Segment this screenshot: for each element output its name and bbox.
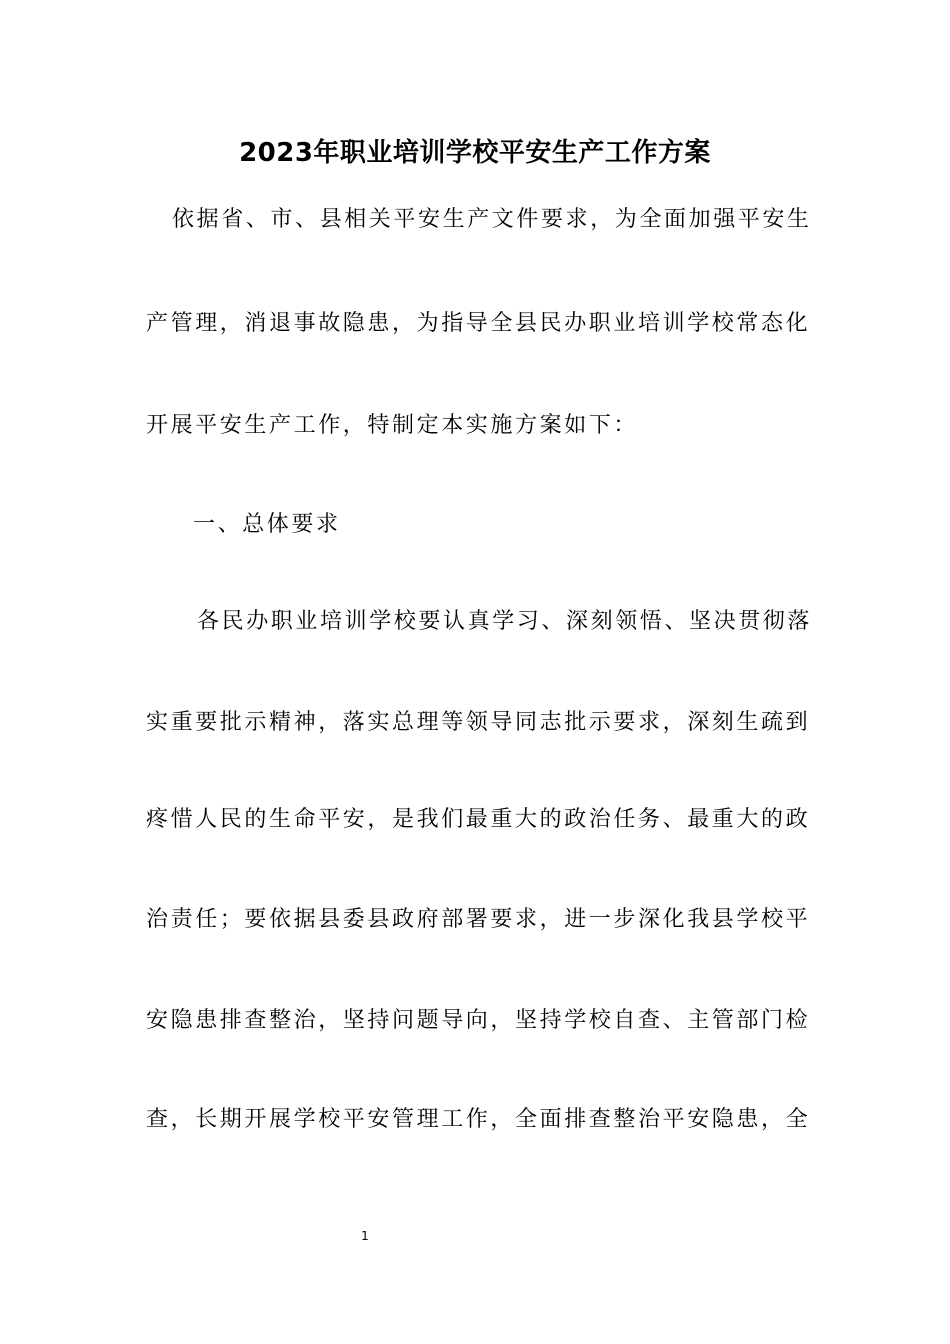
- body-line: 依据省、市、县相关平安生产文件要求，为全面加强平安生: [172, 207, 812, 232]
- body-line: 产管理，消退事故隐患，为指导全县民办职业培训学校常态化: [146, 311, 811, 336]
- body-line: 实重要批示精神，落实总理等领导同志批示要求，深刻生疏到: [146, 710, 811, 735]
- body-line: 疼惜人民的生命平安，是我们最重大的政治任务、最重大的政: [146, 807, 811, 832]
- section-heading: 一、总体要求: [193, 512, 341, 537]
- body-line: 治责任；要依据县委县政府部署要求，进一步深化我县学校平: [146, 907, 811, 932]
- body-line: 安隐患排查整治，坚持问题导向，坚持学校自查、主管部门检: [146, 1008, 811, 1033]
- document-title: 2023年职业培训学校平安生产工作方案: [239, 138, 711, 168]
- page-number: 1: [361, 1229, 369, 1243]
- body-line: 开展平安生产工作，特制定本实施方案如下：: [146, 413, 639, 438]
- body-line: 查，长期开展学校平安管理工作，全面排查整治平安隐患，全: [146, 1107, 811, 1132]
- body-line: 各民办职业培训学校要认真学习、深刻领悟、坚决贯彻落: [197, 609, 813, 634]
